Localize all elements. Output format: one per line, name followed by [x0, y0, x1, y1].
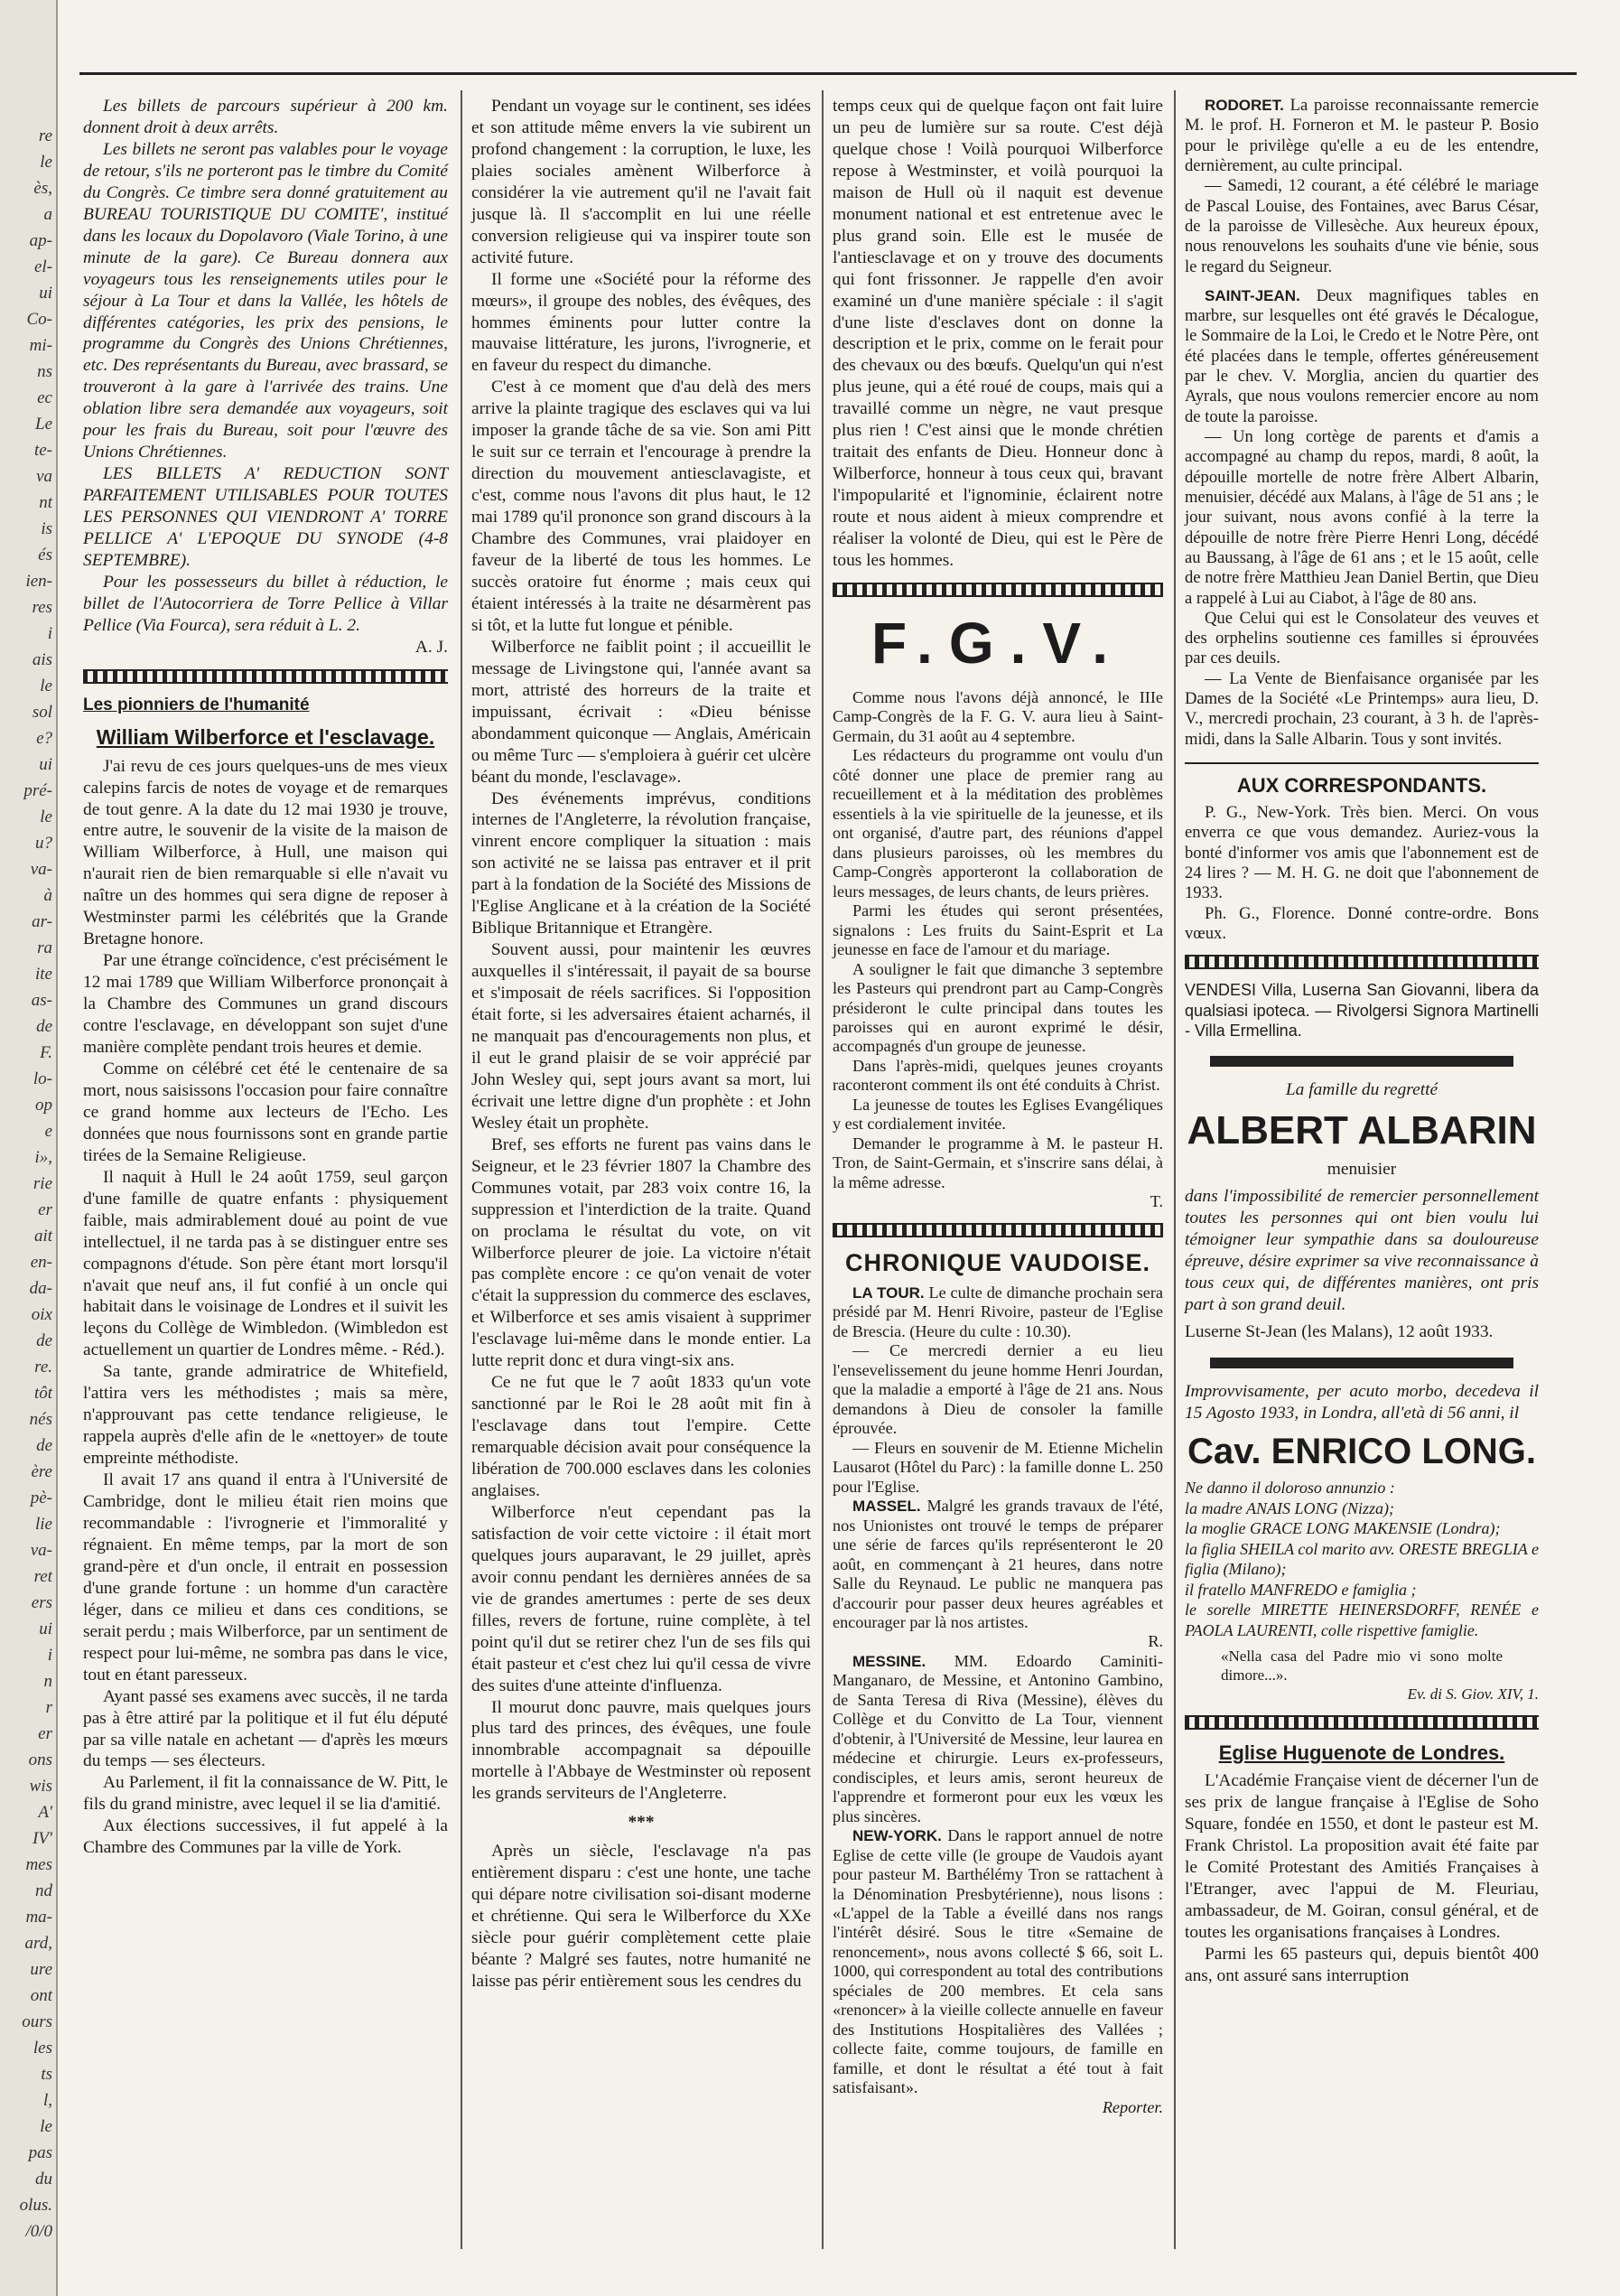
- family-line: Ne danno il doloroso annunzio :: [1185, 1479, 1395, 1498]
- edge-fragment: ers: [31, 1593, 52, 1612]
- edge-fragment: sol: [32, 703, 52, 722]
- article-paragraph: Des événements imprévus, conditions internes de l'Angleterre, la révolution française, vinrent encore compliquer la situation : mais son activité ne se laissa pas entraver et il prit part à la fondation de la Société des Missions de l'Eglise Anglicane et à la création de la Société Biblique Britannique et Etrangère.: [471, 789, 811, 938]
- article-paragraph: Il naquit à Hull le 24 août 1759, seul garçon d'une famille de quatre enfants : physiquement faible, mais admirablement doué au point de vue intellectuel, il ne tarda pas à se distinguer entre ses compagnons d'étude. Son père étant mort lorsqu'il n'avait que neuf ans, il fut confié à un oncle qui habitait dans le voisinage de Londres et il suivit les leçons du Collège de Wimbledon. (Wimbledon est actuellement un quartier de Londres même. - Réd.).: [83, 1167, 448, 1360]
- correspondent-note: P. G., New-York. Très bien. Merci. On vous enverra ce que vous demandez. Auriez-vous la bonté d'informer vos amis que l'abonnement est de 24 lires ? — M. H. G. ne doit que l'abonnement de 1933.: [1185, 803, 1539, 903]
- edge-fragment: nt: [39, 493, 52, 512]
- article-paragraph: Pendant un voyage sur le continent, ses idées et son attitude même envers la vie subirent un profond changement : la corruption, le luxe, les plaies sociales amènent Wilberforce à considérer la vie autrement qu'il ne l'avait fait jusque là. Il s'accomplit en lui une réelle conversion religieuse qui va inspirer toute son activité future.: [471, 97, 811, 267]
- edge-fragment: du: [35, 2170, 52, 2189]
- edge-fragment: ui: [39, 1619, 52, 1638]
- notice-intro: Improvvisamente, per acuto morbo, decedeva il 15 Agosto 1933, in Londra, all'età di 56 anni, il: [1185, 1381, 1539, 1423]
- edge-fragment: ec: [37, 388, 52, 407]
- edge-fragment: le: [40, 677, 52, 695]
- edge-fragment: A': [38, 1803, 52, 1822]
- deceased-name: ALBERT ALBARIN: [1187, 1107, 1537, 1153]
- edge-fragment: ite: [35, 965, 52, 984]
- news-text: — Ce mercredi dernier a eu lieu l'ensevelissement du jeune homme Henri Jourdan, que la maladie a emporté à l'âge de 21 ans. Nous demandons à Dieu de consoler la famille éprouvée.: [833, 1341, 1163, 1438]
- edge-fragment: ma-: [25, 1908, 52, 1927]
- edge-fragment: da-: [29, 1279, 52, 1298]
- edge-fragment: pré-: [23, 781, 52, 800]
- edge-fragment: res: [32, 598, 52, 617]
- article-paragraph: Comme on célébré cet été le centenaire de sa mort, nous saisissons l'occasion pour faire connaître ce grand homme aux lecteurs de l'Echo. Les données que nous fournissons sont en grande partie tirées de la Semaine Religieuse.: [83, 1059, 448, 1165]
- classified-ad: VENDESI Villa, Luserna San Giovanni, libera da qualsiasi ipoteca. — Rivolgersi Signora Martinelli - Villa Ermellina.: [1185, 981, 1539, 1041]
- ornament-rule: [83, 669, 448, 684]
- news-text: Le culte de dimanche prochain sera présidé par M. Henri Rivoire, pasteur de l'Eglise de Brescia. (Heure du culte : 10.30).: [833, 1283, 1163, 1340]
- article-paragraph: Wilberforce n'eut cependant pas la satisfaction de voir cette victoire : il était mort quelques jours auparavant, le 29 juillet, après avoir connu pendant les dernières années de sa vie de grandes amertumes : perte de ses deux filles, revers de fortune, ruine complète, à tel point qu'il dut se retirer chez l'un de ses fils qui était pasteur et c'est chez lui qu'il cessa de vivre des suites d'une atteinte d'influenza.: [471, 1502, 811, 1695]
- col1-top-paragraph: Les billets de parcours supérieur à 200 km. donnent droit à deux arrêts.: [83, 97, 448, 137]
- edge-fragment: as-: [31, 991, 52, 1010]
- edge-fragment: ap-: [29, 231, 52, 250]
- article-paragraph: Ce ne fut que le 7 août 1833 qu'un vote sanctionné par le Roi le 28 août mit fin à l'esclavage dans tout l'empire. Cette remarquable décision avait pour conséquence la libération de 700.000 esclaves dans les colonies anglaises.: [471, 1373, 811, 1500]
- article-title: William Wilberforce et l'esclavage.: [96, 725, 435, 750]
- mourning-bar: [1210, 1056, 1513, 1067]
- news-text: MM. Edoardo Caminiti-Manganaro, de Messine, et Antonino Gambino, de Santa Teresa di Riva (Messine), élèves du Collège et du Convitto de La Tour, viennent d'obtenir, à l'Université de Messine, leur laurea en médecine et chirurgie. Leurs ex-professeurs, condisciples, et leurs amis, seront heureux de l'apprendre et formeront pour eux les vœux les plus sincères.: [833, 1651, 1164, 1825]
- edge-fragment: er: [38, 1200, 52, 1219]
- fgv-title: F.G.V.: [871, 610, 1124, 676]
- edge-fragment: is: [41, 519, 52, 538]
- section-stars: ***: [628, 1813, 655, 1833]
- edge-fragment: rie: [33, 1174, 52, 1193]
- edge-fragment: le: [40, 153, 52, 172]
- edge-fragment: te-: [33, 441, 52, 460]
- edge-fragment: ui: [39, 284, 52, 303]
- edge-fragment: er: [38, 1724, 52, 1743]
- edge-fragment: pas: [28, 2143, 52, 2162]
- fgv-signature: T.: [1150, 1192, 1163, 1211]
- news-text: La paroisse reconnaissante remercie M. le prof. H. Forneron et M. le pasteur P. Bosio pour le privilège qu'elle a eu de les entendre, dernièrement, au culte principal.: [1185, 96, 1539, 175]
- ornament-rule: [1185, 1715, 1539, 1730]
- place-name: SAINT-JEAN.: [1205, 286, 1300, 304]
- edge-fragment: ar-: [32, 912, 52, 931]
- edge-fragment: Le: [35, 415, 52, 434]
- edge-fragment: lie: [35, 1515, 52, 1534]
- article-kicker: Les pionniers de l'humanité: [83, 695, 310, 714]
- edge-fragment: l,: [42, 2091, 52, 2110]
- edge-fragment: ns: [37, 362, 52, 381]
- edge-fragment: F.: [40, 1043, 52, 1062]
- article-paragraph: Après un siècle, l'esclavage n'a pas entièrement disparu : c'est une honte, une tache qui dépare notre civilisation soi-disant moderne et chrétienne. Qui sera le Wilberforce du XXe siècle pour guérir complètement cette plaie béante ? Malgré ses fautes, notre humanité ne laisse pas périr entièrement sous les cendres du: [471, 1842, 811, 1991]
- edge-fragment: ais: [32, 650, 52, 669]
- edge-fragment: à: [43, 886, 52, 905]
- article-paragraph: Il forme une «Société pour la réforme des mœurs», il groupe des nobles, des évêques, des hommes éminents pour lutter contre la mauvaise littérature, les jurons, l'ivrognerie, et en faveur du respect du dimanche.: [471, 269, 811, 376]
- edge-fragment: re: [38, 126, 52, 145]
- ornament-rule: [833, 583, 1163, 597]
- news-signature: Reporter.: [1102, 2097, 1163, 2116]
- notice-place-date: Luserne St-Jean (les Malans), 12 août 1933.: [1185, 1321, 1494, 1341]
- edge-fragment: ons: [28, 1750, 52, 1769]
- deceased-name: Cav. ENRICO LONG.: [1187, 1431, 1536, 1471]
- article-paragraph: L'Académie Française vient de décerner l'un de ses prix de langue française à l'Eglise de Soho Square, fondée en 1550, et dont le pasteur est M. Frank Christol. La proposition avait été faite par le Comité Protestant des Amitiés Françaises à l'Etranger, avec l'appui de M. Fleuriau, ambassadeur, de M. Goiran, consul général, et de toutes les organisations françaises à Londres.: [1185, 1771, 1539, 1942]
- article-paragraph: Parmi les 65 pasteurs qui, depuis bientôt 400 ans, ont assuré sans interruption: [1185, 1944, 1539, 1985]
- edge-fragment: r: [45, 1698, 52, 1717]
- edge-fragment: i: [47, 624, 52, 643]
- left-page-edge: [0, 0, 58, 2296]
- edge-fragment: nd: [35, 1881, 52, 1900]
- edge-fragment: e?: [36, 729, 52, 748]
- article-paragraph: Au Parlement, il fit la connaissance de W. Pitt, le fils du grand ministre, avec lequel il se lia d'amitié.: [83, 1773, 448, 1815]
- article-paragraph: C'est à ce moment que d'au delà des mers arrive la plainte tragique des esclaves qui va lui imposer la grande tâche de sa vie. Son ami Pitt le suit sur ce terrain et l'encourage à prendre la direction du mouvement antiesclavagiste, et c'est, comme nous l'avons dit plus haut, le 12 mai 1789 qu'il prononce son grand discours à la Chambre des Communes, vrai plaidoyer en faveur de la liberté de tous les hommes. Le succès oratoire fut énorme ; mais ceux qui étaient intéressés à la traite ne désarmèrent pas si tôt, et la lutte fut longue et pénible.: [471, 378, 811, 635]
- edge-fragment: ère: [31, 1462, 52, 1481]
- article-paragraph: Sa tante, grande admiratrice de Whitefield, l'attira vers les méthodistes ; mais sa mère, n'approuvant pas cette tendance religieuse, le rappela auprès d'elle afin de le «nettoyer» de toute empreinte méthodiste.: [83, 1362, 448, 1469]
- bible-quote: «Nella casa del Padre mio vi sono molte dimore...».: [1221, 1647, 1503, 1685]
- edge-fragment: ure: [30, 1960, 52, 1979]
- column-1: [83, 96, 448, 1859]
- article-paragraph: Bref, ses efforts ne furent pas vains dans le Seigneur, et le 23 février 1807 la Chambre des Communes votait, par 283 voix contre 16, la suppression et l'interdiction de la traite. Quand on proclama le résultat du vote, on vit Wilberforce pleurer de joie. La victoire n'était pas complète encore : ce qu'on venait de voter c'était la suppression du commerce des esclaves, et Wilberforce et ses amis visaient à supprimer l'esclavage lui-même dans le monde entier. La lutte reprit donc et dura vingt-six ans.: [471, 1134, 811, 1371]
- correspondents-title: AUX CORRESPONDANTS.: [1236, 774, 1487, 797]
- place-name: MASSEL.: [852, 1498, 921, 1516]
- place-name: RODORET.: [1205, 97, 1284, 114]
- edge-fragment: le: [40, 807, 52, 826]
- edge-fragment: mes: [25, 1855, 52, 1874]
- edge-fragment: ts: [41, 2065, 52, 2084]
- article-paragraph: J'ai revu de ces jours quelques-uns de mes vieux calepins farcis de notes de voyage et de remarques de tout genre. A la date du 12 mai 1930 je trouve, entre autre, le souvenir de la visite de la maison de William Wilberforce, à Hull, une maison qui n'aurait rien de bien remarquable si elle n'avait vu naître un des hommes qui sera digne de reposer à Westminster parmi les célébrités que la Grande Bretagne honore.: [83, 756, 448, 949]
- col1-top-signature: A. J.: [414, 637, 448, 657]
- article-paragraph: Wilberforce ne faiblit point ; il accueillit le message de Livingstone qui, l'année avant sa mort, attristé des horreurs de la traite et impuissant, écrivait : «Dieu bénisse abondamment quiconque — Anglais, Américain ou même Turc — s'emploiera à guérir cet ulcère béant du monde, l'esclavage».: [471, 637, 811, 787]
- chronique-title: CHRONIQUE VAUDOISE.: [844, 1248, 1151, 1276]
- news-text: Deux magnifiques tables en marbre, sur lesquelles ont été gravés le Décalogue, le Sommaire de la Loi, le Credo et le Notre Père, ont été placées dans le temple, offertes généreusement par le chev. V. Morglia, ancien du quartier des Ayrals, que nous voulons remercier encore au nom de toute la paroisse.: [1185, 285, 1539, 426]
- edge-fragment: op: [35, 1096, 52, 1115]
- edge-fragment: lo-: [33, 1069, 52, 1088]
- place-name: MESSINE.: [852, 1652, 926, 1670]
- edge-fragment: ra: [37, 938, 52, 957]
- fgv-paragraph: La jeunesse de toutes les Eglises Evangéliques y est cordialement invitée.: [833, 1095, 1163, 1134]
- ornament-rule: [833, 1223, 1163, 1237]
- edge-fragment: és: [38, 546, 52, 565]
- edge-fragment: i»,: [34, 1148, 52, 1167]
- edge-fragment: va-: [30, 860, 52, 879]
- ornament-rule: [1185, 955, 1539, 969]
- article-paragraph: temps ceux qui de quelque façon ont fait luire un peu de lumière sur sa route. C'est déjà quelque chose ! Voilà pourquoi Wilberforce repose à Westminster, et voilà pourquoi la maison de Hull où il naquit est devenue monument national et est entretenue avec le plus grand soin. Elle est le musée de l'antiesclavage et on y trouve des documents qui font frissonner. Je rappelle d'en avoir examiné un d'une manière spéciale : il s'agit d'une liste d'esclaves dont on donne la description et le prix, comme on le ferait pour des chevaux ou des bœufs. Quelqu'un qui n'est plus jeune, qui a été roué de coups, mais qui a travaillé comme un nègre, ne vaut presque plus rien ! C'est ainsi que le monde chrétien traitait des enfants de Dieu. Honneur donc à Wilberforce, honneur à tous ceux qui, bravant l'impopularité et l'ignominie, éclairent notre route et nous aident à mieux comprendre et réaliser la volonté de Dieu, qui est le Père de tous les hommes.: [833, 97, 1163, 571]
- edge-fragment: ien-: [25, 572, 52, 591]
- family-line: il fratello MANFREDO e famiglia ;: [1185, 1580, 1417, 1599]
- fgv-paragraph: Demander le programme à M. le pasteur H. Tron, de Saint-Germain, et s'inscrire sans délai, à la même adresse.: [833, 1134, 1163, 1191]
- news-text: Que Celui qui est le Consolateur des veuves et des orphelins soutienne ces familles si éprouvées par ces deuils.: [1185, 608, 1539, 668]
- edge-fragment: ret: [33, 1567, 52, 1586]
- article-paragraph: Par une étrange coïncidence, c'est précisément le 12 mai 1789 que William Wilberforce prononçait à la Chambre des Communes un grand discours contre l'esclavage, en développant son sujet d'une manière complète pendant trois heures et demie.: [83, 951, 448, 1058]
- mourning-bar: [1210, 1358, 1513, 1368]
- fgv-paragraph: A souligner le fait que dimanche 3 septembre les Pasteurs qui prendront part au Camp-Congrès présideront le culte principal dans toutes les paroisses qui en auront exprimé le désir, accompagnés d'un groupe de jeunesse.: [833, 959, 1163, 1056]
- edge-fragment: tôt: [33, 1384, 52, 1403]
- edge-fragment: pè-: [30, 1489, 52, 1507]
- fgv-paragraph: Parmi les études qui seront présentées, signalons : Les fruits du Saint-Esprit et La jeunesse en face de l'amour et du mariage.: [833, 901, 1163, 959]
- edge-fragment: de: [36, 1436, 52, 1455]
- edge-fragment: i: [47, 1646, 52, 1665]
- column-separator: [461, 90, 462, 2249]
- edge-fragment: ui: [39, 755, 52, 774]
- notice-intro: La famille du regretté: [1285, 1079, 1438, 1099]
- col1-top-paragraph: Pour les possesseurs du billet à réduction, le billet de l'Autocorriera de Torre Pellice à Villar Pellice (Via Fourca), sera réduit à L. 2.: [83, 572, 448, 635]
- article-paragraph: Il avait 17 ans quand il entra à l'Université de Cambridge, dont le milieu était rien moins que recommandable : l'ivrognerie et l'immoralité y régnaient. En même temps, par la mort de son grand-père et d'un oncle, il entrait en possession d'une grande fortune : un homme d'un caractère léger, dans ce milieu et dans ces conditions, se serait perdu ; mais Wilberforce, par un sentiment de respect pour lui-même, ne sombra pas dans le vice, tout en étant paresseux.: [83, 1470, 448, 1685]
- column-2: [471, 96, 811, 1993]
- edge-fragment: va-: [30, 1541, 52, 1560]
- fgv-paragraph: Les rédacteurs du programme ont voulu d'un côté donner une place de premier rang au recueillement et à la méditation des problèmes essentiels à la vie spirituelle de la jeunesse, et ils ont organisé, d'autre part, des réunions d'appel dans plusieurs paroisses, où les membres du Camp-Congrès apporteront la collaboration de leurs messages, de leurs chants, de leurs prières.: [833, 746, 1163, 901]
- fgv-paragraph: Dans l'après-midi, quelques jeunes croyants raconteront comment ils ont été conduits à Christ.: [833, 1056, 1163, 1095]
- article-paragraph: Souvent aussi, pour maintenir les œuvres auxquelles il s'intéressait, il payait de sa bourse et s'imposait de réels sacrifices. Si l'opposition était forte, si les adversaires étaient acharnés, il ne manquait pas d'encouragements non plus, et il eut le grand plaisir de se voir apprécié par John Wesley qui, sept jours avant sa mort, lui écrivait une lettre digne d'un prophète : et John Wesley était un prophète.: [471, 940, 811, 1133]
- edge-fragment: wis: [29, 1777, 52, 1796]
- col1-top-paragraph: Les billets ne seront pas valables pour le voyage de retour, s'ils ne porteront pas le timbre du Comité du Congrès. Ce timbre sera donné gratuitement au BUREAU TOURISTIQUE DU COMITE', institué dans les locaux du Dopolavoro (Viale Torino, à une minute de la gare). Ce Bureau donnera aux voyageurs tous les renseignements utiles pour le séjour à La Tour et dans la Vallée, les hôtels de différentes catégories, les prix des pensions, le programme du Congrès des Unions Chrétiennes, etc. Des représentants du Bureau, avec brassard, se trouveront à la gare à l'arrivée des trains. Une oblation libre sera demandée aux voyageurs, soit pour les frais du Bureau, soit pour l'œuvre des Unions Chrétiennes.: [83, 139, 448, 462]
- news-text: — Samedi, 12 courant, a été célébré le mariage de Pascal Louise, des Fontaines, avec Barus César, de la paroisse de Villesèche. Aux heureux époux, nous renouvelons les souhaits d'une vie bénie, sous le regard du Seigneur.: [1185, 176, 1539, 276]
- fgv-paragraph: Comme nous l'avons déjà annoncé, le IIIe Camp-Congrès de la F. G. V. aura lieu à Saint-Germain, du 31 août au 4 septembre.: [833, 688, 1163, 745]
- news-text: — Un long cortège de parents et d'amis a accompagné au champ du repos, mardi, 8 août, la dépouille mortelle de notre frère Albert Albarin, menuisier, décédé aux Malans, à l'âge de 51 ans ; le jour suivant, nous avons confié à la terre la dépouille de notre frère Pierre Henri Long, décédé au Baussang, à l'âge de 61 ans ; et le 15 août, celle de notre frère Matthieu Jean Daniel Bertin, que Dieu a rappelé à Lui au Ciabot, à l'âge de 80 ans.: [1185, 427, 1539, 608]
- edge-fragment: olus.: [19, 2196, 52, 2215]
- edge-fragment: IV': [33, 1829, 52, 1848]
- news-text: — La Vente de Bienfaisance organisée par les Dames de la Société «Le Printemps» aura lieu, D. V., mercredi prochain, 23 courant, à 3 h. de l'après-midi, dans la Salle Albarin. Tous y sont invités.: [1185, 668, 1539, 749]
- edge-fragment: e: [44, 1122, 52, 1141]
- edge-fragment: ont: [30, 1986, 52, 2005]
- edge-fragment: n: [43, 1672, 52, 1691]
- edge-fragment: /0/0: [25, 2222, 52, 2241]
- notice-text: dans l'impossibilité de remercier personnellement toutes les personnes qui ont bien voulu lui témoigner leur sympathie dans sa douloureuse épreuve, désire exprimer sa vive reconnaissance à tous ceux qui, de différentes manières, ont pris part à son grand deuil.: [1185, 1187, 1539, 1314]
- edge-fragment: ès,: [33, 179, 52, 198]
- londres-title: Eglise Huguenote de Londres.: [1218, 1741, 1505, 1764]
- edge-fragment: va: [36, 467, 52, 486]
- column-separator: [822, 90, 824, 2249]
- edge-fragment: ours: [22, 2012, 52, 2031]
- column-separator: [1174, 90, 1176, 2249]
- edge-fragment: nés: [29, 1410, 52, 1429]
- edge-fragment: le: [40, 2117, 52, 2136]
- news-text: — Fleurs en souvenir de M. Etienne Michelin Lausarot (Hôtel du Parc) : la famille donne L. 250 pour l'Eglise.: [833, 1438, 1163, 1496]
- edge-fragment: ait: [33, 1227, 52, 1246]
- edge-fragment: de: [36, 1331, 52, 1350]
- column-3: [833, 96, 1163, 2117]
- column-4: [1185, 96, 1539, 1987]
- edge-fragment: oix: [31, 1305, 52, 1324]
- article-paragraph: Aux élections successives, il fut appelé à la Chambre des Communes par la ville de York.: [83, 1816, 448, 1858]
- edge-fragment: re.: [34, 1358, 52, 1377]
- bible-reference: Ev. di S. Giov. XIV, 1.: [1407, 1685, 1539, 1703]
- edge-fragment: de: [36, 1017, 52, 1036]
- deceased-role: menuisier: [1327, 1160, 1397, 1180]
- edge-fragment: el-: [33, 257, 52, 276]
- place-name: LA TOUR.: [852, 1284, 925, 1302]
- edge-fragment: en-: [30, 1253, 52, 1272]
- edge-fragment: u?: [35, 834, 52, 853]
- family-line: la moglie GRACE LONG MAKENSIE (Londra);: [1185, 1519, 1501, 1538]
- news-text: Dans le rapport annuel de notre Eglise de cette ville (le groupe de Vaudois ayant pour pasteur M. Barthélémy Tron se rattachent à la Dénomination Presbytérienne), nous lisons : «L'appel de la Table a éveillé dans nos rangs l'intérêt désiré. Sous le titre «Semaine de renoncement», nous avons collecté $ 66, soit L. 1000, qui correspondent au total des contributions spéciales de 200 membres. Et cela sans «renoncer» à la vieille collecte annuelle en faveur des Institutions Hospitalières des Vallées ; collecte faite, comme toujours, de famille en famille, et dont le résultat a été tout à fait satisfaisant».: [833, 1826, 1164, 2097]
- news-signature: R.: [1148, 1632, 1163, 1651]
- edge-fragment: a: [43, 205, 52, 224]
- correspondent-note: Ph. G., Florence. Donné contre-ordre. Bons vœux.: [1185, 903, 1539, 944]
- news-text: Malgré les grands travaux de l'été, nos Unionistes ont trouvé le temps de préparer une série de farces qu'ils représenteront le 20 août, en commençant à 21 heures, dans notre Salle du Reynaud. Le public ne manquera pas d'accourir pour passer deux heures agréables et encourager par là nos artistes.: [833, 1497, 1163, 1631]
- edge-fragment: les: [33, 2039, 52, 2058]
- edge-fragment: mi-: [29, 336, 52, 355]
- family-line: la madre ANAIS LONG (Nizza);: [1185, 1498, 1395, 1517]
- family-line: la figlia SHEILA col marito avv. ORESTE BREGLIA e figlia (Milano);: [1185, 1539, 1539, 1579]
- top-rule: [79, 72, 1577, 75]
- col1-top-paragraph: LES BILLETS A' REDUCTION SONT PARFAITEMENT UTILISABLES POUR TOUTES LES PERSONNES QUI VIENDRONT A' TORRE PELLICE A' L'EPOQUE DU SYNODE (4-8 SEPTEMBRE).: [83, 464, 448, 571]
- place-name: NEW-YORK.: [852, 1827, 942, 1845]
- family-line: le sorelle MIRETTE HEINERSDORFF, RENÉE e PAOLA LAURENTI, colle rispettive famiglie.: [1185, 1601, 1539, 1639]
- article-paragraph: Ayant passé ses examens avec succès, il ne tarda pas à être attiré par la politique et il fut élu député par sa ville natale en achetant — d'après les mœurs du temps — ses électeurs.: [83, 1686, 448, 1771]
- edge-fragment: ard,: [24, 1934, 52, 1953]
- article-paragraph: Il mourut donc pauvre, mais quelques jours plus tard des princes, des évêques, une foule innombrable accompagnait sa dépouille mortelle à l'Abbaye de Westminster où reposent les grands serviteurs de l'Angleterre.: [471, 1697, 811, 1804]
- edge-fragment: Co-: [26, 310, 52, 329]
